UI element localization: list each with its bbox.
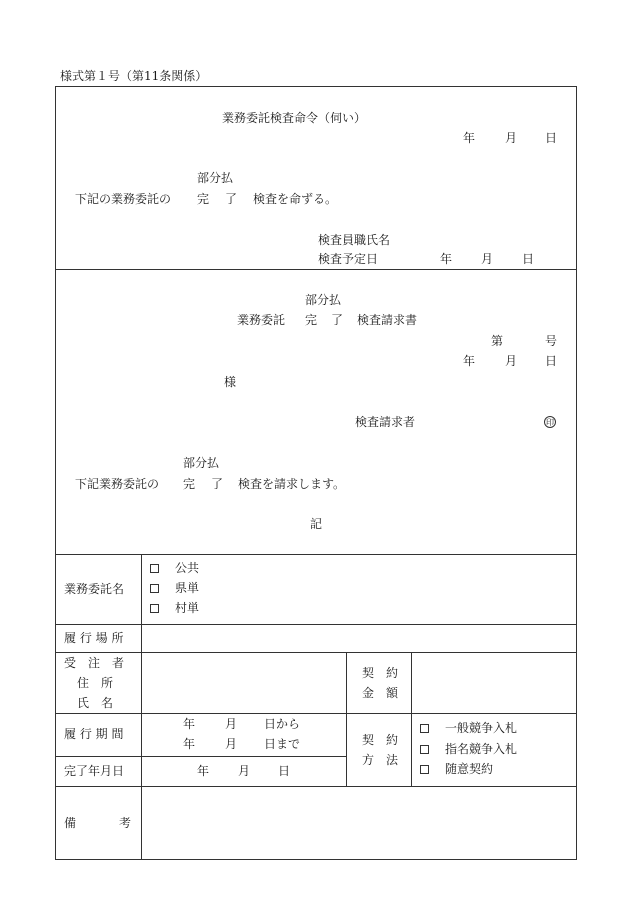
checkbox-negotiated[interactable]: [420, 765, 429, 774]
completion-day: 日: [278, 764, 291, 778]
checkbox-prefecture[interactable]: [150, 584, 159, 593]
request-complete-a: 完: [305, 313, 318, 327]
request-date-day: 日: [545, 354, 558, 368]
request-line-suffix: 検査を請求します。: [238, 477, 346, 491]
contract-method-label-2: 方 法: [362, 753, 399, 767]
checkbox-public[interactable]: [150, 564, 159, 573]
business-type-prefecture: 県単: [175, 581, 200, 595]
request-line-complete-a: 完: [183, 477, 196, 491]
request-date-year: 年: [463, 354, 476, 368]
business-type-village: 村単: [175, 601, 200, 615]
contract-amount-label-2: 金 額: [362, 686, 399, 700]
order-complete-b: 了: [225, 192, 238, 206]
table-row-line: [55, 624, 577, 625]
checkbox-designated-bid[interactable]: [420, 745, 429, 754]
remarks-label-a: 備: [64, 816, 77, 830]
request-line-complete-b: 了: [211, 477, 224, 491]
form-number-label: 様式第１号（第11条関係）: [60, 69, 208, 83]
request-date-month: 月: [505, 354, 518, 368]
order-date-year: 年: [463, 131, 476, 145]
contractor-label: 受 注 者: [64, 656, 125, 670]
note-heading: 記: [310, 517, 323, 531]
remarks-label-b: 考: [119, 816, 132, 830]
section-divider-2: [55, 554, 577, 555]
period-from-month: 月: [225, 717, 238, 731]
table-contract-column-line: [346, 652, 347, 786]
checkbox-general-bid[interactable]: [420, 724, 429, 733]
period-label: 履 行 期 間: [64, 727, 124, 741]
request-complete-b: 了: [331, 313, 344, 327]
scheduled-date-day: 日: [522, 252, 535, 266]
request-number-suffix: 号: [545, 334, 558, 348]
period-from-day: 日から: [264, 717, 301, 731]
contract-method-label-1: 契 約: [362, 733, 399, 747]
period-to-month: 月: [225, 737, 238, 751]
request-partial-payment-2: 部分払: [183, 456, 220, 470]
section-divider-1: [55, 269, 577, 270]
completion-label: 完了年月日: [64, 764, 125, 778]
checkbox-village[interactable]: [150, 604, 159, 613]
order-line-prefix: 下記の業務委託の: [75, 192, 172, 206]
contract-amount-label-1: 契 約: [362, 666, 399, 680]
scheduled-date-label: 検査予定日: [318, 252, 379, 266]
inspector-name-label: 検査員職氏名: [318, 233, 391, 247]
order-partial-payment: 部分払: [197, 171, 234, 185]
request-line-prefix: 下記業務委託の: [75, 477, 160, 491]
completion-year: 年: [197, 764, 210, 778]
method-designated-bid: 指名競争入札: [445, 742, 518, 756]
period-to-day: 日まで: [264, 737, 301, 751]
order-date-month: 月: [505, 131, 518, 145]
request-title-suffix: 検査請求書: [357, 313, 418, 327]
scheduled-date-year: 年: [440, 252, 453, 266]
table-row-line: [55, 786, 577, 787]
business-name-label: 業務委託名: [64, 582, 125, 596]
period-to-year: 年: [183, 737, 196, 751]
contractor-address-label: 住 所: [77, 676, 114, 690]
method-general-bid: 一般競争入札: [445, 721, 518, 735]
table-label-column-line: [141, 554, 142, 860]
requester-label: 検査請求者: [355, 415, 416, 429]
request-partial-payment: 部分払: [305, 293, 342, 307]
order-complete-a: 完: [197, 192, 210, 206]
completion-month: 月: [238, 764, 251, 778]
scheduled-date-month: 月: [481, 252, 494, 266]
table-row-line: [55, 652, 577, 653]
business-type-public: 公共: [175, 561, 200, 575]
order-line-suffix: 検査を命ずる。: [253, 192, 338, 206]
location-label: 履 行 場 所: [64, 631, 124, 645]
table-row-line: [55, 756, 346, 757]
period-from-year: 年: [183, 717, 196, 731]
addressee-suffix: 様: [224, 375, 237, 389]
table-contract-value-line: [411, 652, 412, 786]
method-negotiated: 随意契約: [445, 762, 494, 776]
seal-mark: 印: [546, 418, 554, 427]
request-number-prefix: 第: [491, 334, 504, 348]
request-title-prefix: 業務委託: [237, 313, 286, 327]
order-date-day: 日: [545, 131, 558, 145]
order-title: 業務委託検査命令（伺い）: [222, 111, 367, 125]
contractor-name-label: 氏 名: [77, 696, 114, 710]
table-row-line: [55, 713, 577, 714]
